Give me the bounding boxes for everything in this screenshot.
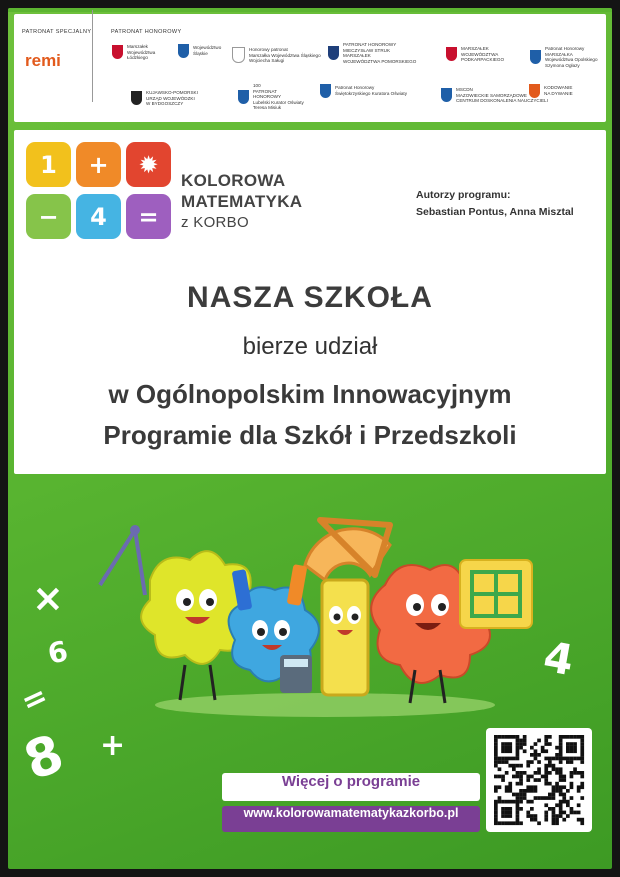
patron-logo-text: MARSZAŁEK WOJEWÓDZTWA PODKARPACKIEGO	[461, 46, 505, 63]
patron-logo-text: Patronat Honorowy MARSZAŁKA Województwa Opolskiego Szymona Ogłazy	[545, 46, 598, 68]
patron-logo-text: MSCDN MAZOWIECKIE SAMORZĄDOWE CENTRUM DOSKONALENIA NAUCZYCIELI	[456, 87, 548, 104]
brand-name	[181, 170, 302, 233]
coat-of-arms-icon	[320, 84, 331, 98]
patron-logo-7	[238, 83, 304, 111]
brand-logo-tiles	[26, 142, 176, 242]
patron-logo-5	[530, 46, 598, 68]
brand-tile-1: +	[76, 142, 121, 187]
authors	[416, 187, 574, 221]
blue-character	[229, 564, 319, 693]
brand-line-3: z KORBO	[181, 214, 249, 231]
coat-of-arms-icon	[328, 46, 339, 60]
patron-logo-6	[131, 90, 198, 107]
coat-of-arms-icon	[112, 45, 123, 59]
patron-logo-text: PATRONAT HONOROWY MIECZYSŁAW STRUK MARSZAŁEK WOJEWÓDZTWA POMORSKIEGO	[343, 42, 417, 64]
patron-logo-8	[320, 84, 407, 98]
website-link[interactable]: www.kolorowamatematykazkorbo.pl	[222, 806, 480, 832]
subheadline: bierze udział	[242, 333, 378, 360]
coat-of-arms-icon	[441, 88, 452, 102]
protractor-icon	[305, 520, 390, 580]
patron-logo-3	[328, 42, 416, 64]
four-symbol: 4	[539, 631, 578, 686]
patron-logo-2	[232, 47, 321, 64]
patron-logo-0	[112, 44, 155, 61]
brand-tile-2: ✹	[126, 142, 171, 187]
special-patron-label: PATRONAT SPECJALNY	[22, 29, 92, 35]
coat-of-arms-icon	[529, 84, 540, 98]
brand-tile-4: 4	[76, 194, 121, 239]
eight-symbol: 8	[16, 723, 72, 793]
korbo-characters-illustration	[90, 505, 560, 720]
patrons-card	[14, 14, 606, 122]
times-symbol: ×	[32, 576, 64, 620]
coat-of-arms-icon	[178, 44, 189, 58]
patron-divider	[92, 10, 93, 102]
qr-code[interactable]	[486, 728, 592, 832]
six-symbol: 6	[44, 634, 71, 671]
program-line-1: w Ogólnopolskim Innowacyjnym	[108, 379, 512, 409]
honorary-patron-label: PATRONAT HONOROWY	[111, 29, 182, 35]
patron-logo-4	[446, 46, 504, 63]
ruler-character	[322, 580, 368, 695]
patron-logo-text: 100 PATRONAT HONOROWY Lubelski Kurator Oświaty Teresa Misiuk	[253, 83, 304, 111]
remi-logo: remi	[25, 51, 61, 70]
program-line-2: Programie dla Szkół i Przedszkoli	[103, 420, 517, 450]
plus-symbol: +	[100, 728, 126, 763]
patron-logo-text: Marszałek Województwa Łódzkiego	[127, 44, 156, 61]
brand-line-1: KOLOROWA	[181, 171, 286, 190]
brand-tile-0: 1	[26, 142, 71, 187]
patron-logo-text: Patronat Honorowy Świętokrzyskiego Kuratora Oświaty	[335, 85, 407, 96]
authors-names: Sebastian Pontus, Anna Misztal	[416, 206, 574, 218]
coat-of-arms-icon	[238, 90, 249, 104]
coat-of-arms-icon	[530, 50, 541, 64]
brand-tile-5: =	[126, 194, 171, 239]
brand-tile-3: −	[26, 194, 71, 239]
coat-of-arms-icon	[131, 91, 142, 105]
patron-logo-text: KUJAWSKO-POMORSKI URZĄD WOJEWÓDZKI W BYDGOSZCZY	[146, 90, 198, 107]
more-info-button[interactable]: Więcej o programie	[222, 773, 480, 801]
patron-logo-text: KODOWANIE NA DYWANIE	[544, 85, 573, 96]
coat-of-arms-icon	[446, 47, 457, 61]
patron-logo-text: Honorowy patronat Marszałka Województwa Śląskiego Wojciecha Saługi	[249, 47, 321, 64]
authors-label: Autorzy programu:	[416, 189, 511, 201]
patron-logo-10	[529, 84, 573, 98]
qr-code-icon	[486, 728, 592, 832]
equals-symbol: =	[15, 678, 54, 721]
compass-icon	[100, 525, 145, 595]
patron-logo-1	[178, 44, 221, 58]
patron-logo-text: Województwo Śląskie	[193, 45, 222, 56]
headline: NASZA SZKOŁA	[187, 281, 433, 314]
geoboard-icon	[460, 560, 532, 628]
brand-line-2: MATEMATYKA	[181, 192, 303, 211]
coat-of-arms-icon	[232, 47, 245, 63]
